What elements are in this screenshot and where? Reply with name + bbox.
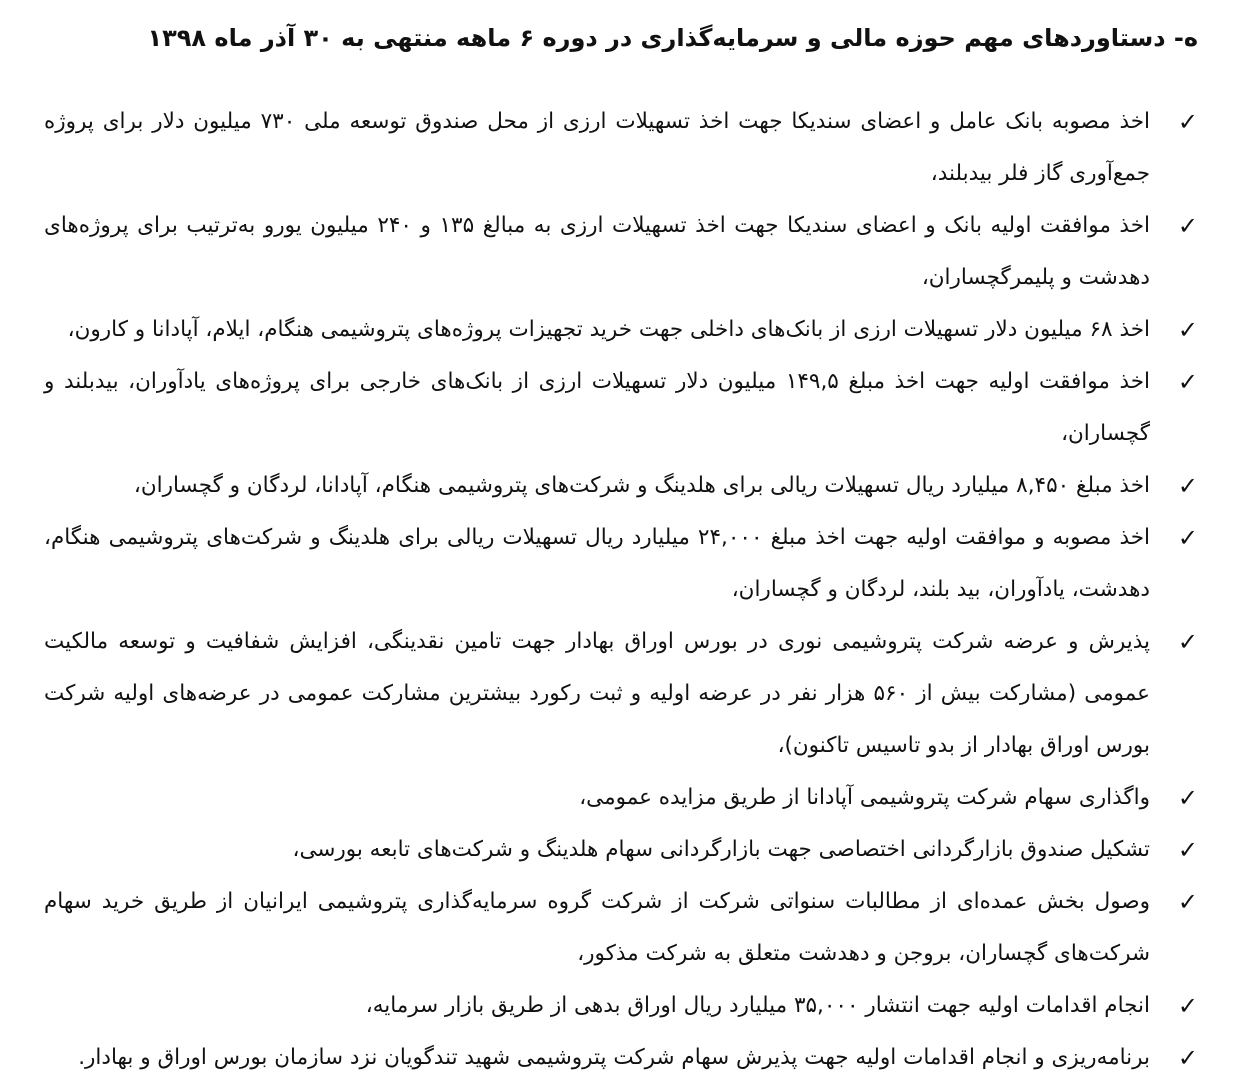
check-icon: ✓ <box>1177 628 1198 656</box>
list-item-text: پذیرش و عرضه شرکت پتروشیمی نوری در بورس اوراق بهادار جهت تامین نقدینگی، افزایش شفافیت و توسعه مالکیت عمومی (مشارکت بیش از ۵۶۰ هزار نفر در عرضه اولیه و ثبت رکورد بیشترین مشارکت عمومی در عرضه‌های اولیه شرکت بورس اوراق بهادار از بدو تاسیس تاکنون)، <box>44 629 1150 758</box>
list-item <box>44 980 1202 1032</box>
list-item-text: وصول بخش عمده‌ای از مطالبات سنواتی شرکت از شرکت گروه سرمایه‌گذاری پتروشیمی ایرانیان از طریق خرید سهام شرکت‌های گچساران، بروجن و دهدشت متعلق به شرکت مذکور، <box>44 889 1150 966</box>
list-item-text: اخذ موافقت اولیه جهت اخذ مبلغ ۱۴۹,۵ میلیون دلار تسهیلات ارزی از بانک‌های خارجی برای پروژه‌های یادآوران، بیدبلند و گچساران، <box>44 369 1151 446</box>
list-item-text: انجام اقدامات اولیه جهت انتشار ۳۵,۰۰۰ میلیارد ریال اوراق بدهی از طریق بازار سرمایه، <box>365 993 1150 1018</box>
list-item <box>44 356 1202 460</box>
list-item <box>44 772 1202 824</box>
list-item-text: تشکیل صندوق بازارگردانی اختصاصی جهت بازارگردانی سهام هلدینگ و شرکت‌های تابعه بورسی، <box>292 837 1150 862</box>
list-item <box>44 512 1202 616</box>
check-icon: ✓ <box>1177 368 1198 396</box>
check-icon: ✓ <box>1177 524 1198 552</box>
check-icon: ✓ <box>1177 992 1198 1020</box>
check-icon: ✓ <box>1177 836 1198 864</box>
list-item <box>44 460 1202 512</box>
section-heading: ه- دستاوردهای مهم حوزه مالی و سرمایه‌گذاری در دوره ۶ ماهه منتهی به ۳۰ آذر ماه ۱۳۹۸ <box>147 24 1198 52</box>
list-item <box>44 304 1202 356</box>
list-item <box>44 616 1202 772</box>
list-item <box>44 200 1202 304</box>
list-item <box>44 876 1202 980</box>
check-icon: ✓ <box>1177 472 1198 500</box>
list-item-text: واگذاری سهام شرکت پتروشیمی آپادانا از طریق مزایده عمومی، <box>579 785 1150 810</box>
check-icon: ✓ <box>1177 1044 1198 1072</box>
list-item-text: اخذ ۶۸ میلیون دلار تسهیلات ارزی از بانک‌های داخلی جهت خرید تجهیزات پروژه‌های پتروشیمی هنگام، ایلام، آپادانا و کارون، <box>67 317 1150 342</box>
list-item-text: اخذ مبلغ ۸,۴۵۰ میلیارد ریال تسهیلات ریالی برای هلدینگ و شرکت‌های پتروشیمی هنگام، آپادانا، لردگان و گچساران، <box>133 473 1150 498</box>
achievements-list <box>44 96 1202 1084</box>
list-item-text: اخذ مصوبه و موافقت اولیه جهت اخذ مبلغ ۲۴,۰۰۰ میلیارد ریال تسهیلات ریالی برای هلدینگ و شرکت‌های پتروشیمی هنگام، دهدشت، یادآوران، بید بلند، لردگان و گچساران، <box>44 525 1151 602</box>
list-item-text: اخذ مصوبه بانک عامل و اعضای سندیکا جهت اخذ تسهیلات ارزی از محل صندوق توسعه ملی ۷۳۰ میلیون دلار برای پروژه جمع‌آوری گاز فلر بیدبلند، <box>44 109 1151 186</box>
list-item-text: برنامه‌ریزی و انجام اقدامات اولیه جهت پذیرش سهام شرکت پتروشیمی شهید تندگویان نزد سازمان بورس اوراق و بهادار. <box>78 1045 1150 1070</box>
check-icon: ✓ <box>1177 108 1198 136</box>
list-item-text: اخذ موافقت اولیه بانک و اعضای سندیکا جهت اخذ تسهیلات ارزی به مبالغ ۱۳۵ و ۲۴۰ میلیون یورو به‌ترتیب برای پروژه‌های دهدشت و پلیمرگچساران، <box>44 213 1150 290</box>
check-icon: ✓ <box>1177 888 1198 916</box>
list-item <box>44 1032 1202 1084</box>
check-icon: ✓ <box>1177 212 1198 240</box>
check-icon: ✓ <box>1177 784 1198 812</box>
list-item <box>44 824 1202 876</box>
check-icon: ✓ <box>1177 316 1198 344</box>
list-item <box>44 96 1202 200</box>
